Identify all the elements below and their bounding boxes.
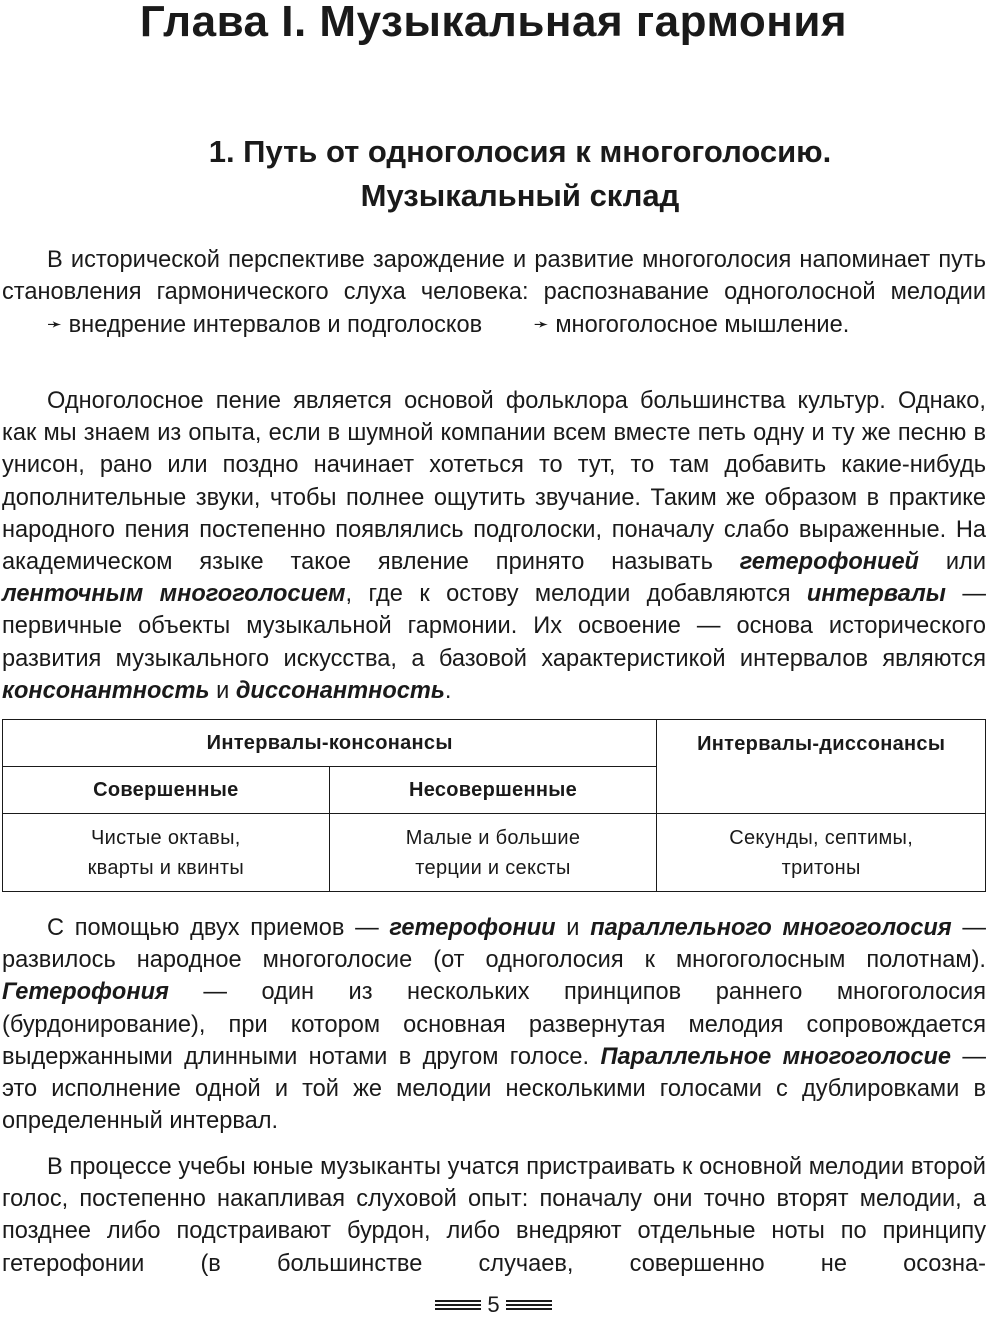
paragraph-3-text-a: С помощью двух приемов — [47,915,390,941]
header-consonances: Интервалы-консонансы [3,720,657,767]
term-heterophony-definition: Гетерофония [2,979,169,1006]
cell-imperfect-line-2: терции и сексты [415,856,571,879]
cell-imperfect [329,814,657,892]
subheader-perfect: Совершенные [3,767,330,814]
chapter-title: Глава I. Музыкальная гармония [139,0,848,46]
paragraph-3-text-d: — один из нескольких принципов раннего многоголосия (бурдонирование), при котором основная развернутая мелодия сопровождается выдержанными длинными нотами в другом голосе. [2,979,986,1070]
subheader-imperfect: Несовершенные [329,767,657,814]
section-title-line-2: Музыкальный склад [360,178,680,213]
section-title-line-1: 1. Путь от одноголосия к многоголосию. [208,134,832,169]
cell-dissonant [657,814,986,892]
paragraph-2-text-a: Одноголосное пение является основой фольклора большинства культур. Однако, как мы знаем из опыта, если в шумной компании всем вместе петь одну и ту же песню в унисон, рано или поздно начинает хотеться то тут, то там добавить какие-нибудь дополнительные звуки, чтобы полнее ощутить звучание. Таким же образом в практике народного пения постепенно появлялись подголоски, поначалу слабо выраженные. На академическом языке такое явление принято называть [2,388,986,576]
term-dissonance: диссонантность [235,677,445,704]
section-title [0,130,987,218]
page-number: 5 [487,1292,500,1317]
paragraph-2-text-d: — первичные объекты музыкальной гармонии. Их освоение — основа исторического развития музыкального искусства, а базовой характеристикой интервалов являются [2,581,986,672]
arrow-right-icon: ➛ [47,314,63,335]
intervals-table [2,719,986,892]
paragraph-3-text-b: и [555,915,591,941]
paragraph-1 [2,244,986,342]
footer-ornament-right [506,1300,552,1310]
term-heterophony: гетерофонией [739,549,919,576]
table-row [3,814,986,892]
arrow-right-icon: ➛ [533,314,549,335]
footer-ornament-left [435,1300,481,1310]
paragraph-2-text-f: . [444,677,452,704]
paragraph-2 [2,385,986,707]
term-heterophony: гетерофонии [389,915,556,941]
term-intervals: интервалы [806,581,946,608]
paragraph-4-text: В процессе учебы юные музыканты учатся пристраивать к основной мелодии второй голос, постепенно накапливая слуховой опыт: поначалу они точно вторят мелодии, а позднее либо подстраивают бурдон, либо внедряют отдельные ноты по принципу гетерофонии (в большинстве случаев, совершенно не осозна- [2,1154,986,1277]
header-dissonances: Интервалы-диссонансы [657,720,986,814]
cell-perfect-line-2: кварты и квинты [87,856,245,879]
table-header-row [3,720,986,767]
paragraph-2-text-c: , где к остову мелодии добавляются [345,581,807,608]
paragraph-3-text-e: — это исполнение одной и той же мелодии несколькими голосами с дублировками в определенный интервал. [2,1043,986,1135]
paragraph-4 [2,1151,986,1280]
term-parallel-polyphony-definition: Параллельное многоголосие [600,1043,952,1070]
term-consonance: консонантность [2,677,210,704]
term-parallel-polyphony: параллельного многоголосия [590,915,952,941]
cell-perfect [3,814,330,892]
cell-perfect-line-1: Чистые октавы, [91,826,241,849]
paragraph-2-text-e: и [209,677,236,704]
paragraph-3 [2,912,986,1137]
cell-dissonant-line-2: тритоны [781,856,861,879]
paragraph-2-text-b: или [918,549,986,576]
paragraph-1-text-a: В исторической перспективе зарождение и развитие многоголосия напоминает путь становления гармонического слуха человека: распознавание одноголосной мелодии [2,247,986,306]
page-footer [0,1293,987,1317]
cell-imperfect-line-1: Малые и большие [405,826,581,849]
paragraph-3-text-c: — развилось народное многоголосие (от одноголосия к многоголосным полотнам). [2,915,987,974]
cell-dissonant-line-1: Секунды, септимы, [729,826,914,849]
paragraph-1-text-b: внедрение интервалов и подголосков [62,312,489,339]
term-ribbon-polyphony: ленточным многоголосием [2,581,346,608]
paragraph-1-text-c: многоголосное мышление. [548,312,850,339]
